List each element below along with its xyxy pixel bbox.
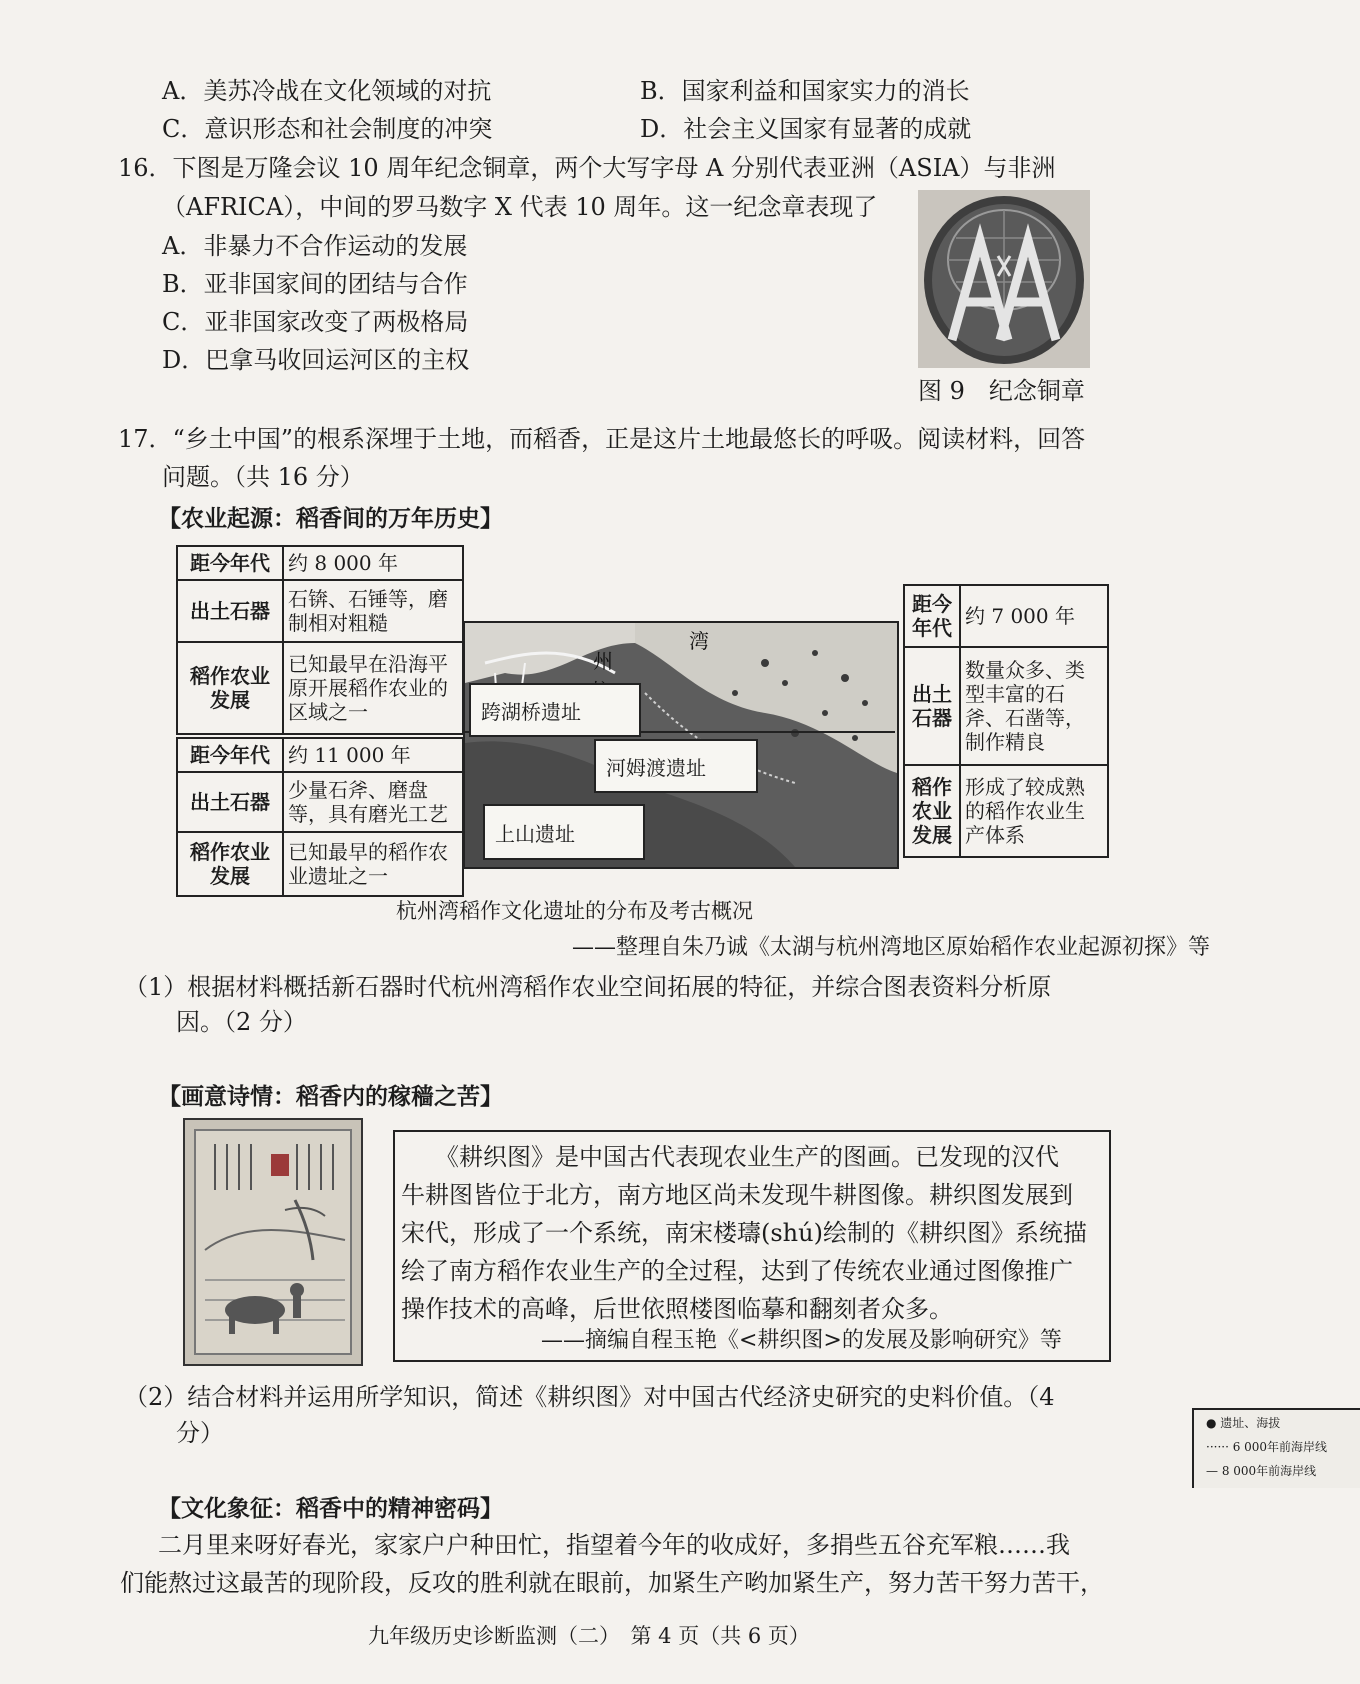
map-caption: 杭州湾稻作文化遗址的分布及考古概况: [396, 899, 753, 923]
map-connector-line-2: [463, 805, 465, 807]
q17-stem-line2: 问题。（共 16 分）: [162, 463, 364, 491]
ox-plowing-painting-icon: [185, 1120, 361, 1364]
shangshan-table: [176, 737, 464, 897]
table-row: [904, 765, 1108, 857]
table-key: 出土石器: [177, 772, 283, 832]
table-key: 出土石器: [904, 647, 960, 765]
q16-option-c: C．亚非国家改变了两极格局: [162, 308, 469, 336]
table-value: 少量石斧、磨盘等，具有磨光工艺: [283, 772, 463, 832]
section3-text-line1: 二月里来呀好春光，家家户户种田忙，指望着今年的收成好，多捐些五谷充军粮……我: [158, 1531, 1070, 1559]
table-value: 石锛、石锤等，磨制相对粗糙: [283, 580, 463, 642]
map-place-zhou: 州: [593, 649, 613, 673]
table-row: [177, 642, 463, 734]
medal-photo: [918, 190, 1090, 368]
table-row: [177, 772, 463, 832]
page-footer: 九年级历史诊断监测（二） 第 4 页（共 6 页）: [368, 1624, 810, 1648]
sub-question-1-line2: 因。（2 分）: [176, 1008, 307, 1036]
gengzhitu-material-box: [393, 1130, 1111, 1362]
material-line: 《耕织图》是中国古代表现农业生产的图画。已发现的汉代: [435, 1143, 1059, 1171]
material-line: 宋代，形成了一个系统，南宋楼璹(shú)绘制的《耕织图》系统描: [401, 1219, 1087, 1247]
figure9-caption: 图 9 纪念铜章: [918, 377, 1085, 405]
material-line: 绘了南方稻作农业生产的全过程，达到了传统农业通过图像推广: [401, 1257, 1073, 1285]
table-row: [177, 546, 463, 580]
q17-stem-line1: 17．“乡土中国”的根系深埋于土地，而稻香，正是这片土地最悠长的呼吸。阅读材料，回答: [118, 425, 1086, 453]
bronze-medal-icon: [918, 190, 1090, 368]
table-value: 已知最早的稻作农业遗址之一: [283, 832, 463, 896]
table-key: 稻作农业发展: [177, 642, 283, 734]
hemudu-table: [903, 584, 1109, 858]
section1-title: 【农业起源：稻香间的万年历史】: [158, 506, 503, 532]
table-value: 约 7 000 年: [960, 585, 1108, 647]
table-key: 稻作农业发展: [904, 765, 960, 857]
sub-question-2-line2: 分）: [176, 1419, 224, 1447]
q16-option-b: B．亚非国家间的团结与合作: [162, 270, 468, 298]
section1-source: ——整理自朱乃诚《太湖与杭州湾地区原始稻作农业起源初探》等: [572, 935, 1211, 960]
table-row: [904, 647, 1108, 765]
q15-option-d: D．社会主义国家有显著的成就: [640, 115, 972, 143]
table-value: 已知最早在沿海平原开展稻作农业的区域之一: [283, 642, 463, 734]
q16-option-a: A．非暴力不合作运动的发展: [162, 232, 468, 260]
sub-question-2-line1: （2）结合材料并运用所学知识，简述《耕织图》对中国古代经济史研究的史料价值。（4: [124, 1383, 1055, 1411]
table-key: 距今年代: [177, 738, 283, 772]
q15-option-c: C．意识形态和社会制度的冲突: [162, 115, 493, 143]
kuahuqiao-table: [176, 545, 464, 735]
table-key: 距今年代: [177, 546, 283, 580]
table-value: 形成了较成熟的稻作农业生产体系: [960, 765, 1108, 857]
legend-item-coast-6000: ······ 6 000年前海岸线: [1206, 1440, 1328, 1454]
table-row: [177, 832, 463, 896]
material-line: 操作技术的高峰，后世依照楼图临摹和翻刻者众多。: [401, 1295, 953, 1323]
sub-question-1-line1: （1）根据材料概括新石器时代杭州湾稻作农业空间拓展的特征，并综合图表资料分析原: [124, 973, 1052, 1001]
section2-title: 【画意诗情：稻香内的稼穑之苦】: [158, 1084, 503, 1110]
table-key: 稻作农业发展: [177, 832, 283, 896]
table-value: 约 8 000 年: [283, 546, 463, 580]
gengzhitu-painting: [183, 1118, 363, 1366]
q15-option-b: B．国家利益和国家实力的消长: [640, 77, 970, 105]
table-key: 距今年代: [904, 585, 960, 647]
site-label-hemudu: 河姆渡遗址: [594, 739, 758, 793]
q15-option-a: A．美苏冷战在文化领域的对抗: [162, 77, 492, 105]
material-line: 牛耕图皆位于北方，南方地区尚未发现牛耕图像。耕织图发展到: [401, 1181, 1073, 1209]
legend-item-coast-8000: — 8 000年前海岸线: [1206, 1464, 1317, 1478]
map-place-wan: 湾: [689, 629, 709, 653]
section2-source: ——摘编自程玉艳《<耕织图>的发展及影响研究》等: [541, 1328, 1062, 1353]
q16-option-d: D．巴拿马收回运河区的主权: [162, 346, 470, 374]
section3-title: 【文化象征：稻香中的精神密码】: [158, 1496, 503, 1522]
table-row: [904, 585, 1108, 647]
table-row: [177, 738, 463, 772]
table-row: [177, 580, 463, 642]
map-legend: [1192, 1408, 1360, 1488]
site-label-kuahuqiao: 跨湖桥遗址: [469, 683, 641, 737]
table-value: 数量众多、类型丰富的石斧、石凿等，制作精良: [960, 647, 1108, 765]
table-key: 出土石器: [177, 580, 283, 642]
table-value: 约 11 000 年: [283, 738, 463, 772]
legend-item-site: ● 遗址、海拔: [1206, 1416, 1281, 1430]
site-label-shangshan: 上山遗址: [483, 804, 645, 860]
q16-stem-line1: 16．下图是万隆会议 10 周年纪念铜章，两个大写字母 A 分别代表亚洲（ASIA）与非洲: [118, 154, 1056, 182]
q16-stem-line2: （AFRICA），中间的罗马数字 X 代表 10 周年。这一纪念章表现了: [162, 193, 878, 221]
section3-text-line2: 们能熬过这最苦的现阶段，反攻的胜利就在眼前，加紧生产哟加紧生产，努力苦干努力苦干，: [120, 1569, 1104, 1597]
